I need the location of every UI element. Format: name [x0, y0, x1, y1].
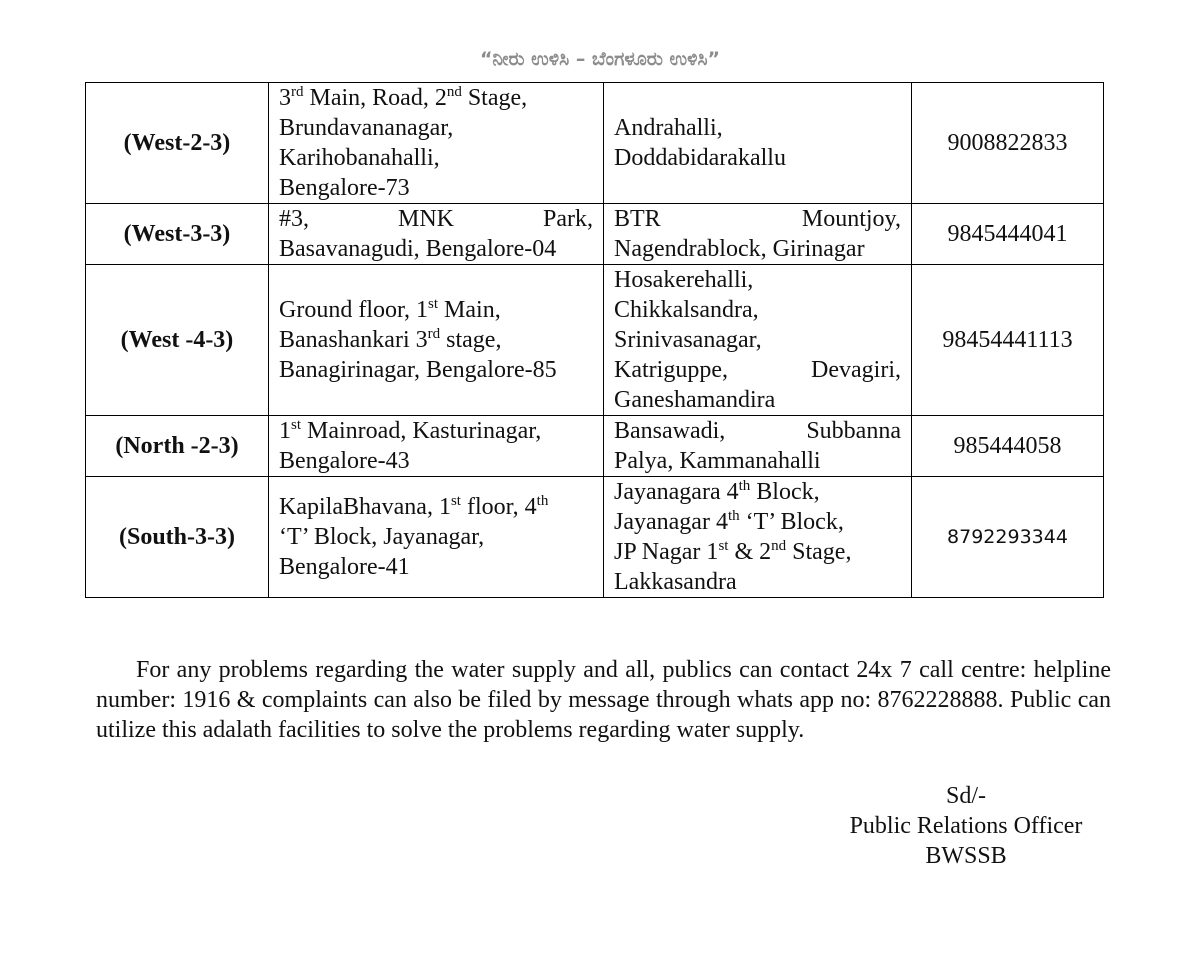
zone-cell: (West -4-3)	[86, 265, 269, 416]
address-cell: KapilaBhavana, 1st floor, 4th ‘T’ Block, Jayanagar, Bengalore-41	[269, 477, 604, 598]
contact-table	[85, 82, 1104, 598]
table-row	[86, 477, 1104, 598]
table-row	[86, 265, 1104, 416]
areas-cell: Jayanagara 4th Block, Jayanagar 4th ‘T’ Block, JP Nagar 1st & 2nd Stage, Lakkasandra	[604, 477, 912, 598]
phone-cell: 985444058	[912, 416, 1104, 477]
zone-cell: (South-3-3)	[86, 477, 269, 598]
phone-cell: 9008822833	[912, 83, 1104, 204]
zone-cell: (West-3-3)	[86, 204, 269, 265]
table-row	[86, 83, 1104, 204]
signature-title: Public Relations Officer	[849, 813, 1083, 839]
phone-cell: 9845444041	[912, 204, 1104, 265]
areas-cell: Hosakerehalli, Chikkalsandra, Srinivasanagar, Katriguppe, Devagiri, Ganeshamandira	[604, 265, 912, 416]
areas-cell: Andrahalli, Doddabidarakallu	[604, 83, 912, 204]
areas-cell: BTR Mountjoy, Nagendrablock, Girinagar	[604, 204, 912, 265]
areas-cell: Bansawadi, Subbanna Palya, Kammanahalli	[604, 416, 912, 477]
helpline-paragraph: For any problems regarding the water supply and all, publics can contact 24x 7 call centre: helpline number: 1916 & complaints can also be filed by message through whats app no: 8762228888. Public can utilize this adalath facilities to solve the problems regarding water supply.	[96, 657, 1111, 743]
signature-block	[820, 781, 1112, 871]
signature-sd: Sd/-	[945, 783, 986, 809]
phone-cell: 8792293344	[912, 477, 1104, 598]
address-cell: Ground floor, 1st Main, Banashankari 3rd stage, Banagirinagar, Bengalore-85	[269, 265, 604, 416]
phone-cell: 98454441113	[912, 265, 1104, 416]
zone-cell: (West-2-3)	[86, 83, 269, 204]
page-header-slogan: “ನೀರು ಉಳಿಸಿ – ಬೆಂಗಳೂರು ಉಳಿಸಿ”	[479, 48, 721, 70]
zone-cell: (North -2-3)	[86, 416, 269, 477]
address-cell: #3, MNK Park, Basavanagudi, Bengalore-04	[269, 204, 604, 265]
table-row	[86, 204, 1104, 265]
address-cell: 1st Mainroad, Kasturinagar, Bengalore-43	[269, 416, 604, 477]
signature-org: BWSSB	[925, 843, 1007, 869]
table-row	[86, 416, 1104, 477]
address-cell: 3rd Main, Road, 2nd Stage, Brundavananagar, Karihobanahalli, Bengalore-73	[269, 83, 604, 204]
